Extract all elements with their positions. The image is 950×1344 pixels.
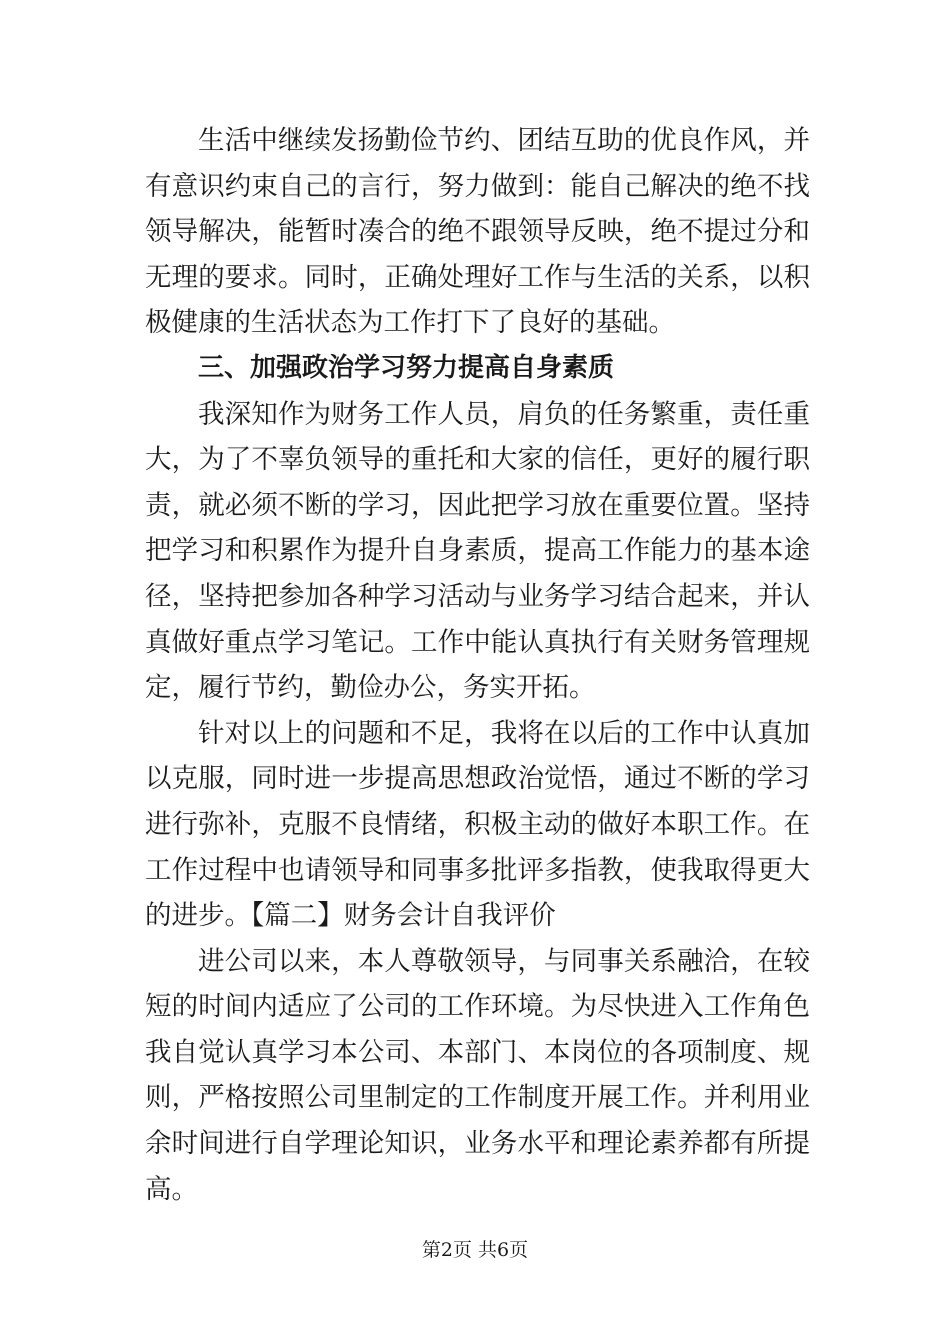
paragraph-improvement-plan: 针对以上的问题和不足，我将在以后的工作中认真加以克服，同时进一步提高思想政治觉悟，通过不断的学习进行弥补，克服不良情绪，积极主动的做好本职工作。在工作过程中也请领导和同事多批评多指教，使我取得更大的进步。【篇二】财务会计自我评价 bbox=[145, 717, 810, 932]
section-heading-political-study: 三、加强政治学习努力提高自身素质 bbox=[198, 352, 615, 383]
paragraph-company-adaptation: 进公司以来，本人尊敬领导，与同事关系融洽，在较短的时间内适应了公司的工作环境。为尽快进入工作角色我自觉认真学习本公司、本部门、本岗位的各项制度、规则，严格按照公司里制定的工作制度开展工作。并利用业余时间进行自学理论知识，业务水平和理论素养都有所提高。 bbox=[145, 945, 810, 1205]
paragraph-study-importance: 我深知作为财务工作人员，肩负的任务繁重，责任重大，为了不辜负领导的重托和大家的信任，更好的履行职责，就必须不断的学习，因此把学习放在重要位置。坚持把学习和积累作为提升自身素质，提高工作能力的基本途径，坚持把参加各种学习活动与业务学习结合起来，并认真做好重点学习笔记。工作中能认真执行有关财务管理规定，履行节约，勤俭办公，务实开拓。 bbox=[145, 398, 810, 704]
document-body bbox=[145, 118, 810, 1212]
page-number-footer: 第2页 共6页 bbox=[421, 1239, 529, 1261]
paragraph-frugal-living: 生活中继续发扬勤俭节约、团结互助的优良作风，并有意识约束自己的言行，努力做到：能自己解决的绝不找领导解决，能暂时凑合的绝不跟领导反映，绝不提过分和无理的要求。同时，正确处理好工作与生活的关系，以积极健康的生活状态为工作打下了良好的基础。 bbox=[145, 125, 810, 339]
